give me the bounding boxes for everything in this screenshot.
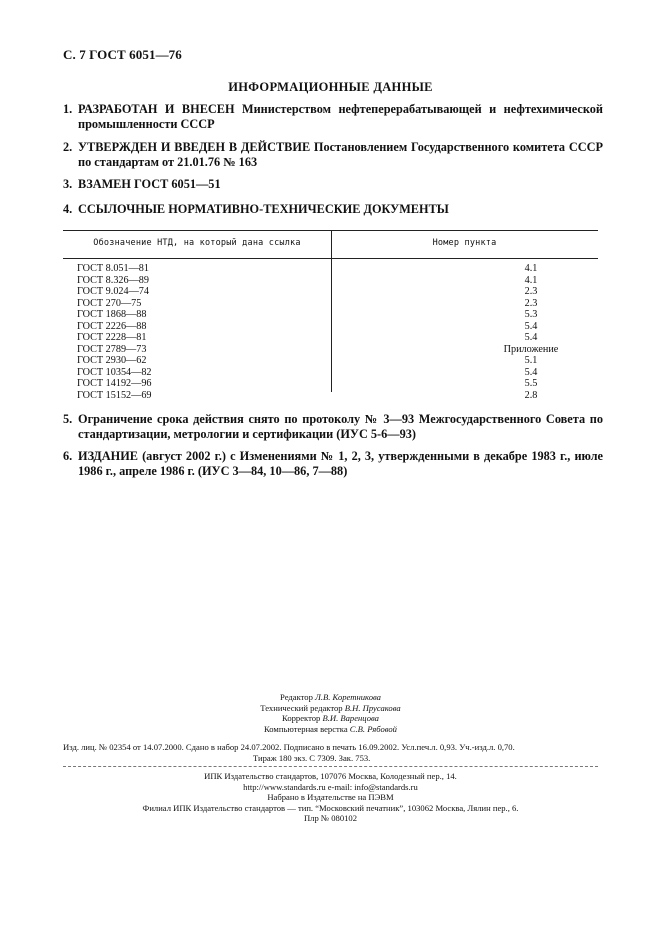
credit-line: [0, 724, 661, 735]
item-number: 2.: [63, 140, 73, 154]
document-cell: ГОСТ 270—75: [77, 297, 142, 309]
credit-name: В.Н. Прусакова: [344, 702, 401, 713]
publication-info: [63, 742, 603, 764]
point-cell: 5.5: [524, 378, 538, 389]
info-item-6: [63, 449, 603, 479]
editorial-credits: [0, 692, 661, 734]
info-item-1: [63, 102, 603, 132]
table-body: [63, 263, 598, 401]
item-number: 3.: [63, 177, 73, 191]
table-row: [63, 378, 598, 390]
point-cell: 4.1: [524, 274, 538, 286]
item-text: РАЗРАБОТАН И ВНЕСЕН Министерством нефтеперерабатывающей и нефтехимической промышленности СССР: [78, 102, 603, 131]
table-row: [63, 321, 598, 333]
info-item-2: [63, 140, 603, 170]
credit-line: [0, 713, 661, 724]
point-cell: 5.3: [524, 309, 538, 320]
document-cell: ГОСТ 1868—88: [77, 309, 147, 320]
typeset-note: Набрано в Издательстве на ПЭВМ: [267, 792, 394, 802]
item-number: 1.: [63, 102, 73, 116]
item-text: ИЗДАНИЕ (август 2002 г.) с Изменениями № 1, 2, 3, утвержденными в декабре 1983 г., июле 1986 г., апреле 1986 г. (ИУС 3—84, 10—86, 7—88): [78, 449, 603, 478]
item-text: Ограничение срока действия снято по протоколу № 3—93 Межгосударственного Совета по стандартизации, метрологии и сертификации (ИУС 5-6—93): [78, 412, 603, 441]
print-run-line: Тираж 180 экз. С 7309. Зак. 753.: [253, 753, 371, 763]
credit-line: [0, 703, 661, 714]
document-cell: ГОСТ 8.326—89: [77, 274, 149, 286]
item-text: ВЗАМЕН ГОСТ 6051—51: [78, 177, 221, 191]
column-header-point: Номер пункта: [432, 238, 497, 248]
info-item-3: [63, 177, 603, 192]
document-cell: ГОСТ 15152—69: [77, 389, 152, 401]
table-row: [63, 263, 598, 275]
publisher-contacts: http://www.standards.ru e-mail: info@standards.ru: [243, 781, 418, 792]
table-row: [63, 332, 598, 344]
point-cell: 2.3: [524, 286, 538, 297]
table-row: [63, 367, 598, 379]
table-row: [63, 286, 598, 298]
document-cell: ГОСТ 8.051—81: [77, 263, 149, 274]
point-cell: 2.3: [524, 297, 538, 309]
point-cell: 5.1: [524, 355, 538, 366]
publisher-info: [0, 771, 661, 824]
credit-name: Л.В. Коретникова: [315, 692, 381, 702]
item-text: ССЫЛОЧНЫЕ НОРМАТИВНО-ТЕХНИЧЕСКИЕ ДОКУМЕНТЫ: [78, 202, 449, 216]
credit-name: С.В. Рябовой: [349, 723, 397, 734]
credit-role: Редактор: [280, 692, 313, 702]
publication-line: Изд. лиц. № 02354 от 14.07.2000. Сдано в набор 24.07.2002. Подписано в печать 16.09.2002. Усл.печ.л. 0,93. Уч.-изд.л. 0,70.: [63, 742, 515, 752]
table-row: [63, 275, 598, 287]
item-text: УТВЕРЖДЕН И ВВЕДЕН В ДЕЙСТВИЕ Постановлением Государственного комитета СССР по стандартам от 21.01.76 № 163: [78, 140, 603, 169]
point-cell: 5.4: [524, 332, 538, 343]
document-cell: ГОСТ 9.024—74: [77, 286, 149, 297]
item-number: 5.: [63, 412, 73, 426]
publisher-address: ИПК Издательство стандартов, 107076 Москва, Колодезный пер., 14.: [204, 771, 457, 781]
printing-branch: Филиал ИПК Издательство стандартов — тип. “Московский печатник”, 103062 Москва, Лялин пер., 6.: [142, 802, 519, 813]
credit-role: Компьютерная верстка: [264, 723, 348, 734]
table-row: [63, 344, 598, 356]
point-cell: 2.8: [524, 389, 538, 401]
license-number: Плр № 080102: [303, 813, 358, 823]
item-number: 4.: [63, 202, 73, 216]
point-cell: 5.4: [524, 320, 538, 332]
info-item-5: [63, 412, 603, 442]
section-title: ИНФОРМАЦИОННЫЕ ДАННЫЕ: [228, 80, 433, 94]
point-cell: 4.1: [524, 263, 538, 274]
document-cell: ГОСТ 2226—88: [77, 320, 147, 332]
point-cell: 5.4: [524, 366, 538, 378]
dashed-divider: [63, 766, 598, 767]
credit-line: [0, 692, 661, 703]
column-header-document: Обозначение НТД, на который дана ссылка: [93, 238, 301, 248]
table-row: [63, 309, 598, 321]
table-row: [63, 390, 598, 402]
document-cell: ГОСТ 14192—96: [77, 378, 152, 389]
document-cell: ГОСТ 2789—73: [77, 343, 147, 355]
document-cell: ГОСТ 2930—62: [77, 355, 147, 366]
credit-role: Технический редактор: [260, 702, 343, 713]
credit-name: В.И. Варенцова: [322, 713, 379, 723]
table-row: [63, 298, 598, 310]
page-header: С. 7 ГОСТ 6051—76: [63, 47, 182, 62]
credit-role: Корректор: [282, 713, 321, 723]
document-cell: ГОСТ 10354—82: [77, 366, 152, 378]
info-item-4: [63, 202, 603, 217]
table-row: [63, 355, 598, 367]
point-cell: Приложение: [503, 343, 559, 355]
item-number: 6.: [63, 449, 73, 463]
document-cell: ГОСТ 2228—81: [77, 332, 147, 343]
